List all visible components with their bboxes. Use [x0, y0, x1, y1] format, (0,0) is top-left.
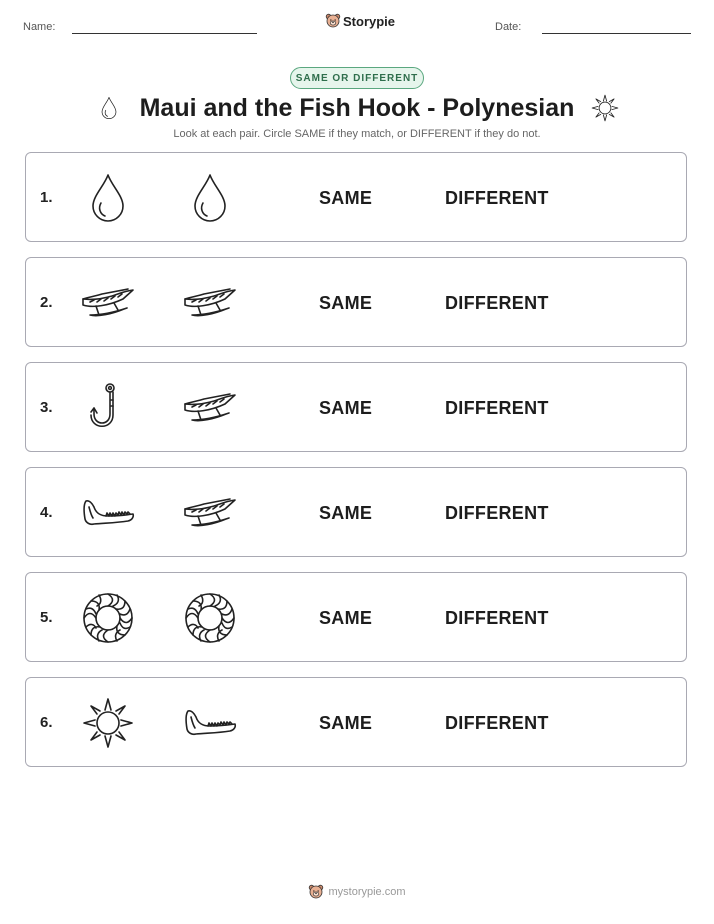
water-drop-icon [80, 170, 136, 226]
same-option[interactable]: SAME [319, 713, 373, 733]
question-number: 4. [40, 504, 53, 521]
footer [0, 884, 714, 900]
date-label: Date: [495, 21, 522, 33]
worksheet-header [0, 0, 714, 45]
sun-icon [80, 695, 136, 751]
title-area [0, 90, 714, 126]
question-number: 6. [40, 714, 53, 731]
jawbone-icon [182, 695, 238, 751]
question-number: 2. [40, 294, 53, 311]
instructions: Look at each pair. Circle SAME if they match, or DIFFERENT if they do not. [173, 128, 541, 140]
name-write-line[interactable] [72, 33, 257, 34]
jawbone-icon [80, 485, 136, 541]
fish-hook-icon [80, 380, 136, 436]
braided-rope-ring-icon [182, 590, 238, 646]
outrigger-canoe-icon [80, 275, 136, 331]
same-option[interactable]: SAME [319, 503, 373, 523]
water-drop-icon [182, 170, 238, 226]
sun-icon [590, 93, 620, 123]
bear-logo-icon [308, 884, 324, 900]
same-option[interactable]: SAME [319, 188, 373, 208]
brand-name: Storypie [343, 13, 396, 29]
question-row-6 [25, 677, 687, 767]
outrigger-canoe-icon [182, 485, 238, 541]
different-option[interactable]: DIFFERENT [445, 398, 549, 418]
name-label: Name: [23, 21, 56, 33]
different-option[interactable]: DIFFERENT [445, 293, 549, 313]
bear-logo-icon [325, 13, 341, 29]
same-option[interactable]: SAME [319, 398, 373, 418]
question-number: 3. [40, 399, 53, 416]
outrigger-canoe-icon [182, 275, 238, 331]
question-number: 5. [40, 609, 53, 626]
worksheet-type-badge: SAME OR DIFFERENT [290, 67, 424, 89]
footer-url[interactable]: mystorypie.com [328, 886, 406, 898]
page-title: Maui and the Fish Hook - Polynesian [139, 94, 575, 122]
same-option[interactable]: SAME [319, 608, 373, 628]
braided-rope-ring-icon [80, 590, 136, 646]
question-row-4 [25, 467, 687, 557]
date-write-line[interactable] [542, 33, 691, 34]
question-row-2 [25, 257, 687, 347]
brand-logo [325, 13, 395, 29]
same-option[interactable]: SAME [319, 293, 373, 313]
different-option[interactable]: DIFFERENT [445, 188, 549, 208]
different-option[interactable]: DIFFERENT [445, 608, 549, 628]
outrigger-canoe-icon [182, 380, 238, 436]
question-row-3 [25, 362, 687, 452]
question-row-5 [25, 572, 687, 662]
different-option[interactable]: DIFFERENT [445, 503, 549, 523]
question-row-1 [25, 152, 687, 242]
question-number: 1. [40, 189, 53, 206]
different-option[interactable]: DIFFERENT [445, 713, 549, 733]
